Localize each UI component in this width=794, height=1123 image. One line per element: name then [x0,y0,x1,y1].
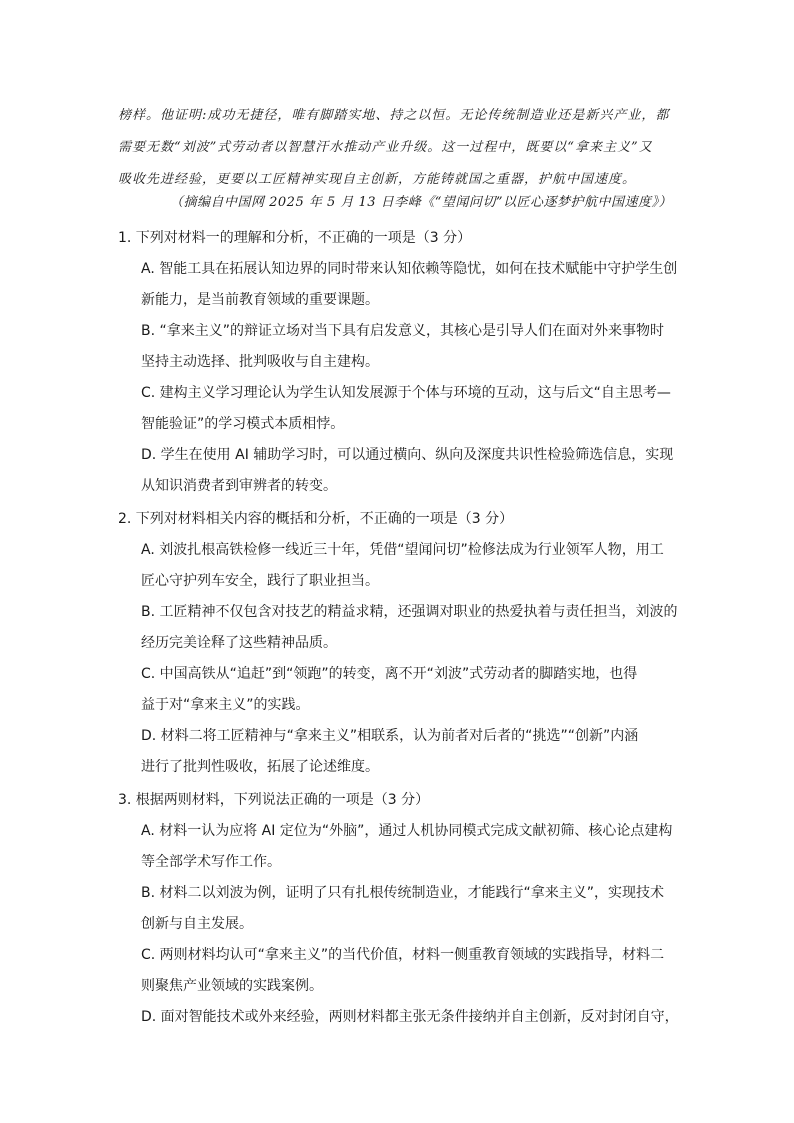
question-2-option-c: C. 中国高铁从“追赶”到“领跑”的转变，离不开“刘波”式劳动者的脚踏实地，也得 益于对“拿来主义”的实践。 [141,666,638,713]
question-3-option-a: A. 材料一认为应将 AI 定位为“外脑”，通过人机协同模式完成文献初筛、核心论点建构 等全部学术写作工作。 [141,823,673,870]
question-1-stem: 1. 下列对材料一的理解和分析，不正确的一项是（3 分） [118,230,472,246]
question-1-option-c: C. 建构主义学习理论认为学生认知发展源于个体与环境的互动，这与后文“自主思考— 智能验证”的学习模式本质相悖。 [141,385,671,432]
question-3-option-b: B. 材料二以刘波为例，证明了只有扎根传统制造业，才能践行“拿来主义”，实现技术 创新与自主发展。 [141,885,665,932]
source-citation: （摘编自中国网 2025 年 5 月 13 日李峰《“望闻问切”以匠心逐梦护航中国速度》） [170,195,672,210]
passage-line: 榜样。他证明:成功无捷径，唯有脚踏实地、持之以恒。无论传统制造业还是新兴产业，都 [118,108,670,123]
passage-line: 需要无数“刘波”式劳动者以智慧汗水推动产业升级。这一过程中，既要以“拿来主义”又 [118,140,653,155]
question-2-option-d: D. 材料二将工匠精神与“拿来主义”相联系，认为前者对后者的“挑选”“创新”内涵 进行了批判性吸收，拓展了论述维度。 [141,728,639,775]
passage-line: 吸收先进经验，更要以工匠精神实现自主创新，方能铸就国之重器，护航中国速度。 [118,172,637,187]
question-2-option-b: B. 工匠精神不仅包含对技艺的精益求精，还强调对职业的热爱执着与责任担当，刘波的 经历完美诠释了这些精神品质。 [141,604,678,651]
question-3-stem: 3. 根据两则材料，下列说法正确的一项是（3 分） [118,792,430,808]
passage-text [118,100,678,196]
question-3-option-c: C. 两则材料均认可“拿来主义”的当代价值，材料一侧重教育领域的实践指导，材料二 则聚焦产业领域的实践案例。 [141,947,665,994]
question-1-option-a: A. 智能工具在拓展认知边界的同时带来认知依赖等隐忧，如何在技术赋能中守护学生创 新能力，是当前教育领域的重要课题。 [141,261,678,308]
question-3-option-d: D. 面对智能技术或外来经验，两则材料都主张无条件接纳并自主创新，反对封闭自守， [141,1009,679,1025]
question-1-option-d: D. 学生在使用 AI 辅助学习时，可以通过横向、纵向及深度共识性检验筛选信息，实现 从知识消费者到审辨者的转变。 [141,447,674,494]
question-2-option-a: A. 刘波扎根高铁检修一线近三十年，凭借“望闻问切”检修法成为行业领军人物，用工 匠心守护列车安全，践行了职业担当。 [141,542,664,589]
question-2-stem: 2. 下列对材料相关内容的概括和分析，不正确的一项是（3 分） [118,511,514,527]
question-1-option-b: B. “拿来主义”的辩证立场对当下具有启发意义，其核心是引导人们在面对外来事物时 坚持主动选择、批判吸收与自主建构。 [141,323,665,370]
